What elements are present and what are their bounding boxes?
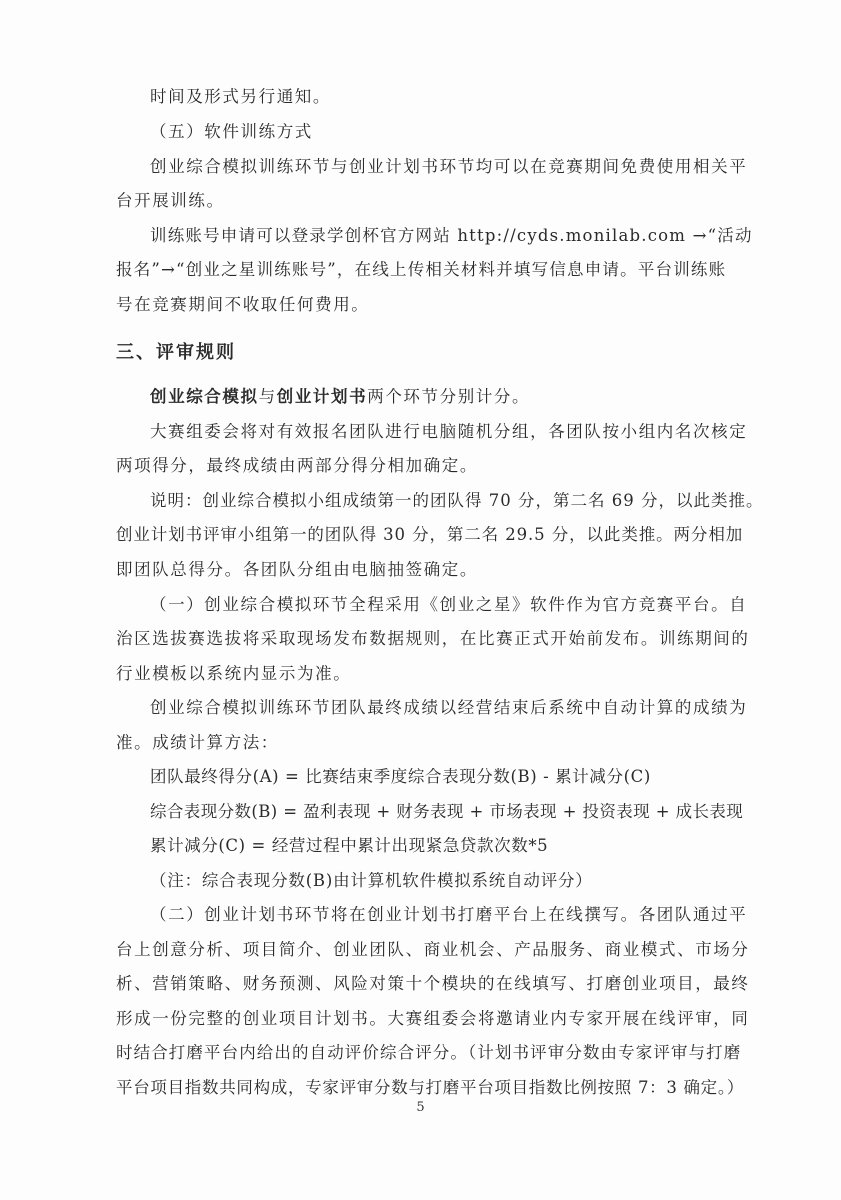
text-line: 大赛组委会将对有效报名团队进行电脑随机分组，各团队按小组内名次核定 [150,422,748,441]
text-line: （二）创业计划书环节将在创业计划书打磨平台上在线撰写。各团队通过平 [150,905,748,924]
text-fragment: 两个环节分别计分。 [367,387,531,406]
text-line: 创业综合模拟训练环节团队最终成绩以经营结束后系统中自动计算的成绩为 [150,698,748,717]
formula-line: 综合表现分数(B) = 盈利表现 + 财务表现 + 市场表现 + 投资表现 + 成长表现 [150,802,744,821]
bold-term: 创业计划书 [276,387,368,406]
text-line: 时结合打磨平台内给出的自动评价综合评分。（计划书评审分数由专家评审与打磨 [116,1043,742,1062]
text-line [150,386,530,408]
text-line: 报名”→“创业之星训练账号”，在线上传相关材料并填写信息申请。平台训练账 [116,260,727,279]
text-line: 号在竞赛期间不收取任何费用。 [116,295,370,314]
text-line: 说明：创业综合模拟小组成绩第一的团队得 70 分，第二名 69 分，以此类推。 [150,491,764,510]
text-line: 时间及形式另行通知。 [150,87,331,106]
text-line: （一）创业综合模拟环节全程采用《创业之星》软件作为官方竞赛平台。自 [150,595,748,614]
text-line: 台上创意分析、项目简介、创业团队、商业机会、产品服务、商业模式、市场分 [116,940,750,959]
page-number: 5 [416,1100,425,1115]
text-line: 台开展训练。 [116,191,225,210]
note-line: （注：综合表现分数(B)由计算机软件模拟系统自动评分） [150,871,593,890]
text-line: 行业模板以系统内显示为准。 [116,664,352,683]
text-line: 准。成绩计算方法： [116,733,279,752]
text-fragment: 与 [258,387,277,406]
text-line: 析、营销策略、财务预测、风险对策十个模块的在线填写、打磨创业项目，最终 [116,974,750,993]
text-line: 即团队总得分。各团队分组由电脑抽签确定。 [116,560,478,579]
text-line: 形成一份完整的创业项目计划书。大赛组委会将邀请业内专家开展在线评审，同 [116,1009,750,1028]
text-line: 两项得分，最终成绩由两部分得分相加确定。 [116,456,478,475]
section-heading: 三、评审规则 [116,342,236,363]
formula-line: 团队最终得分(A) = 比赛结束季度综合表现分数(B) - 累计减分(C) [150,767,651,786]
text-line: 治区选拔赛选拔将采取现场发布数据规则，在比赛正式开始前发布。训练期间的 [116,629,750,648]
subsection-heading: （五）软件训练方式 [150,122,313,141]
text-line: 训练账号申请可以登录学创杯官方网站 http://cyds.monilab.com →“活动 [150,226,753,245]
bold-term: 创业综合模拟 [150,387,259,406]
text-line: 创业综合模拟训练环节与创业计划书环节均可以在竞赛期间免费使用相关平 [150,157,748,176]
text-line: 创业计划书评审小组第一的团队得 30 分，第二名 29.5 分，以此类推。两分相加 [116,525,744,544]
formula-line: 累计减分(C) = 经营过程中累计出现紧急贷款次数*5 [150,836,549,855]
text-line: 平台项目指数共同构成，专家评审分数与打磨平台项目指数比例按照 7：3 确定。） [116,1078,745,1097]
